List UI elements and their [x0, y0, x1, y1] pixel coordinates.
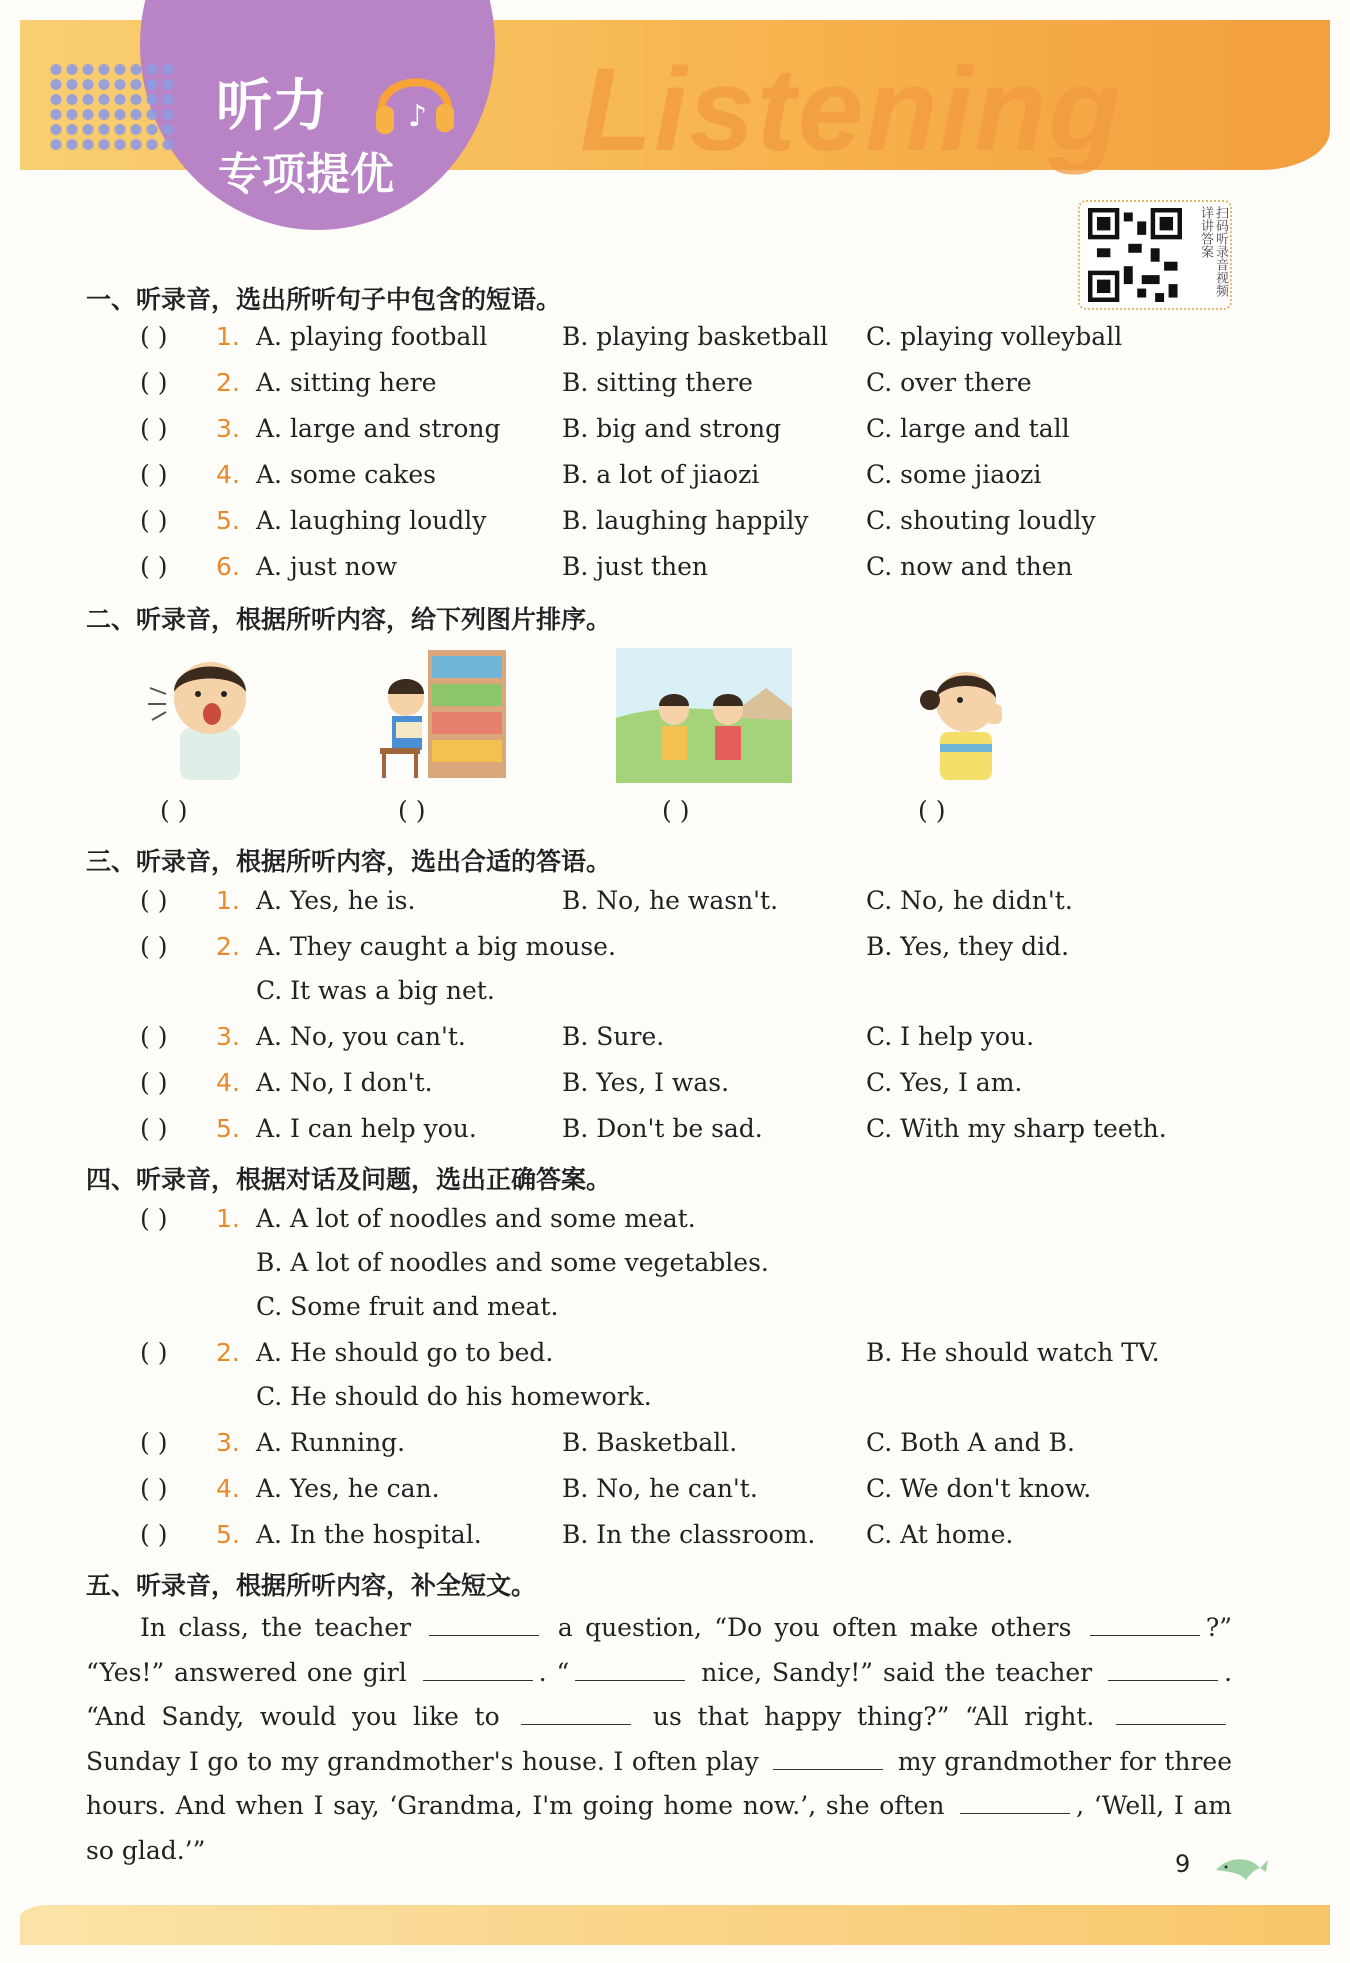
- option-a: A. A lot of noodles and some meat.: [256, 1204, 696, 1233]
- option-a: A. sitting here: [256, 368, 437, 397]
- passage-text: my grandmother for three hours. And when I say, ‘Grandma, I'm going home now.’, she often: [86, 1746, 1232, 1820]
- boy-shouting-picture: [140, 648, 270, 783]
- option-a: A. They caught a big mouse.: [256, 932, 616, 961]
- option-b: B. In the classroom.: [562, 1520, 816, 1549]
- answer-blank[interactable]: ( ): [140, 1204, 168, 1233]
- option-c: C. No, he didn't.: [866, 886, 1073, 915]
- question-row: [0, 1204, 1350, 1244]
- answer-blank[interactable]: ( ): [140, 1338, 168, 1367]
- option-c: C. With my sharp teeth.: [866, 1114, 1167, 1143]
- option-c: C. I help you.: [866, 1022, 1035, 1051]
- fill-blank[interactable]: [773, 1747, 883, 1770]
- fill-blank[interactable]: [575, 1658, 685, 1681]
- picture-answer-blank[interactable]: ( ): [398, 796, 426, 825]
- question-row: [0, 414, 1350, 454]
- option-b: B. He should watch TV.: [866, 1338, 1160, 1367]
- passage-text: ?” “Yes!” answered one girl: [86, 1613, 1232, 1687]
- question-row: [0, 1022, 1350, 1062]
- option-a: A. some cakes: [256, 460, 436, 489]
- option-c: C. now and then: [866, 552, 1073, 581]
- qr-caption: 扫码听录音视频详讲答案: [1198, 206, 1228, 297]
- answer-blank[interactable]: ( ): [140, 1474, 168, 1503]
- section-1-title: 一、听录音，选出所听句子中包含的短语。: [86, 285, 562, 314]
- page-number: 9: [1175, 1850, 1191, 1878]
- option-a: A. In the hospital.: [256, 1520, 482, 1549]
- option-a: A. large and strong: [256, 414, 501, 443]
- two-boys-outdoors-picture: [616, 648, 792, 783]
- option-c: C. large and tall: [866, 414, 1070, 443]
- question-row: [0, 1338, 1350, 1378]
- option-b: B. Basketball.: [562, 1428, 738, 1457]
- banner-word: Listening: [580, 44, 1123, 176]
- option-b: B. Sure.: [562, 1022, 665, 1051]
- dot-pattern: [48, 62, 178, 152]
- question-number: 4.: [216, 460, 240, 489]
- question-row: [0, 368, 1350, 408]
- option-c: C. playing volleyball: [866, 322, 1123, 351]
- option-b: B. sitting there: [562, 368, 753, 397]
- question-number: 3.: [216, 1428, 240, 1457]
- answer-blank[interactable]: ( ): [140, 1022, 168, 1051]
- question-row: [0, 1474, 1350, 1514]
- passage-text: , ‘Well, I am so glad.’”: [86, 1791, 1232, 1865]
- option-a: A. I can help you.: [256, 1114, 477, 1143]
- fill-blank[interactable]: [521, 1702, 631, 1725]
- question-row: [0, 932, 1350, 972]
- option-c: C. shouting loudly: [866, 506, 1096, 535]
- question-number: 3.: [216, 1022, 240, 1051]
- fill-blank[interactable]: [423, 1658, 533, 1681]
- question-number: 2.: [216, 1338, 240, 1367]
- question-row: [0, 886, 1350, 926]
- section-5-title: 五、听录音，根据所听内容，补全短文。: [86, 1571, 537, 1600]
- question-number: 1.: [216, 322, 240, 351]
- option-b: B. No, he wasn't.: [562, 886, 779, 915]
- question-number: 5.: [216, 1520, 240, 1549]
- question-number: 2.: [216, 932, 240, 961]
- option-b: B. laughing happily: [562, 506, 809, 535]
- fill-blank[interactable]: [1116, 1702, 1226, 1725]
- girl-calling-picture: [900, 648, 1030, 783]
- fill-blank[interactable]: [429, 1613, 539, 1636]
- option-a: A. laughing loudly: [256, 506, 487, 535]
- option-a: A. No, I don't.: [256, 1068, 433, 1097]
- dolphin-icon: [1210, 1848, 1270, 1888]
- answer-blank[interactable]: ( ): [140, 1428, 168, 1457]
- header-title: 听力: [216, 74, 328, 139]
- question-number: 4.: [216, 1474, 240, 1503]
- question-number: 5.: [216, 506, 240, 535]
- passage-text: a question, “Do you often make others: [557, 1613, 1072, 1642]
- option-b: B. A lot of noodles and some vegetables.: [256, 1248, 769, 1277]
- option-c: C. Yes, I am.: [866, 1068, 1023, 1097]
- section-3-title: 三、听录音，根据所听内容，选出合适的答语。: [86, 847, 612, 876]
- answer-blank[interactable]: ( ): [140, 322, 168, 351]
- section-2-title: 二、听录音，根据所听内容，给下列图片排序。: [86, 605, 612, 634]
- question-row-continued: [0, 1292, 1350, 1332]
- answer-blank[interactable]: ( ): [140, 552, 168, 581]
- qr-code-box[interactable]: [1078, 200, 1232, 310]
- headphone-icon: [370, 60, 460, 140]
- question-row-continued: [0, 1248, 1350, 1288]
- question-row: [0, 1428, 1350, 1468]
- question-row-continued: [0, 1382, 1350, 1422]
- question-row: [0, 322, 1350, 362]
- answer-blank[interactable]: ( ): [140, 460, 168, 489]
- question-number: 6.: [216, 552, 240, 581]
- passage-text: . “And Sandy, would you like to: [86, 1657, 1233, 1731]
- fill-blank[interactable]: [960, 1791, 1070, 1814]
- option-c: C. Some fruit and meat.: [256, 1292, 559, 1321]
- question-number: 2.: [216, 368, 240, 397]
- option-c: C. Both A and B.: [866, 1428, 1075, 1457]
- picture-answer-blank[interactable]: ( ): [918, 796, 946, 825]
- section-4-title: 四、听录音，根据对话及问题，选出正确答案。: [86, 1165, 612, 1194]
- picture-answer-blank[interactable]: ( ): [662, 796, 690, 825]
- fill-blank[interactable]: [1108, 1658, 1218, 1681]
- fill-blank[interactable]: [1090, 1613, 1200, 1636]
- svg-text:♪: ♪: [408, 99, 428, 134]
- answer-blank[interactable]: ( ): [140, 368, 168, 397]
- option-b: B. big and strong: [562, 414, 782, 443]
- question-row-continued: [0, 976, 1350, 1016]
- question-number: 1.: [216, 886, 240, 915]
- header-subtitle: 专项提优: [218, 149, 394, 200]
- question-row: [0, 1520, 1350, 1560]
- passage-text: . “: [538, 1657, 570, 1687]
- option-b: B. No, he can't.: [562, 1474, 758, 1503]
- picture-answer-blank[interactable]: ( ): [160, 796, 188, 825]
- question-number: 1.: [216, 1204, 240, 1233]
- option-c: C. He should do his homework.: [256, 1382, 652, 1411]
- option-c: C. At home.: [866, 1520, 1014, 1549]
- cloze-passage: [86, 1606, 1232, 1873]
- passage-text: nice, Sandy!” said the teacher: [701, 1657, 1093, 1687]
- answer-blank[interactable]: ( ): [140, 1068, 168, 1097]
- question-number: 5.: [216, 1114, 240, 1143]
- option-a: A. No, you can't.: [256, 1022, 466, 1051]
- answer-blank[interactable]: ( ): [140, 414, 168, 443]
- passage-text: Sunday I go to my grandmother's house. I often play: [86, 1746, 759, 1776]
- question-row: [0, 552, 1350, 592]
- option-c: C. some jiaozi: [866, 460, 1042, 489]
- boy-reading-picture: [370, 648, 510, 783]
- option-a: A. just now: [256, 552, 398, 581]
- answer-blank[interactable]: ( ): [140, 886, 168, 915]
- option-b: B. just then: [562, 552, 708, 581]
- answer-blank[interactable]: ( ): [140, 506, 168, 535]
- answer-blank[interactable]: ( ): [140, 1520, 168, 1549]
- option-a: A. Yes, he can.: [256, 1474, 440, 1503]
- option-c: C. We don't know.: [866, 1474, 1092, 1503]
- question-row: [0, 1068, 1350, 1108]
- option-b: B. a lot of jiaozi: [562, 460, 760, 489]
- option-b: B. Yes, they did.: [866, 932, 1070, 961]
- option-a: A. Running.: [256, 1428, 406, 1457]
- passage-text: In class, the teacher: [140, 1613, 412, 1642]
- option-c: C. It was a big net.: [256, 976, 495, 1005]
- option-b: B. playing basketball: [562, 322, 828, 351]
- option-b: B. Don't be sad.: [562, 1114, 763, 1143]
- option-b: B. Yes, I was.: [562, 1068, 730, 1097]
- qr-code-icon: [1086, 208, 1184, 302]
- option-c: C. over there: [866, 368, 1032, 397]
- question-number: 4.: [216, 1068, 240, 1097]
- question-row: [0, 506, 1350, 546]
- option-a: A. playing football: [256, 322, 488, 351]
- question-row: [0, 460, 1350, 500]
- question-number: 3.: [216, 414, 240, 443]
- answer-blank[interactable]: ( ): [140, 1114, 168, 1143]
- question-row: [0, 1114, 1350, 1154]
- passage-text: us that happy thing?” “All right.: [652, 1702, 1095, 1731]
- footer-band: [20, 1905, 1330, 1945]
- answer-blank[interactable]: ( ): [140, 932, 168, 961]
- option-a: A. He should go to bed.: [256, 1338, 554, 1367]
- option-a: A. Yes, he is.: [256, 886, 416, 915]
